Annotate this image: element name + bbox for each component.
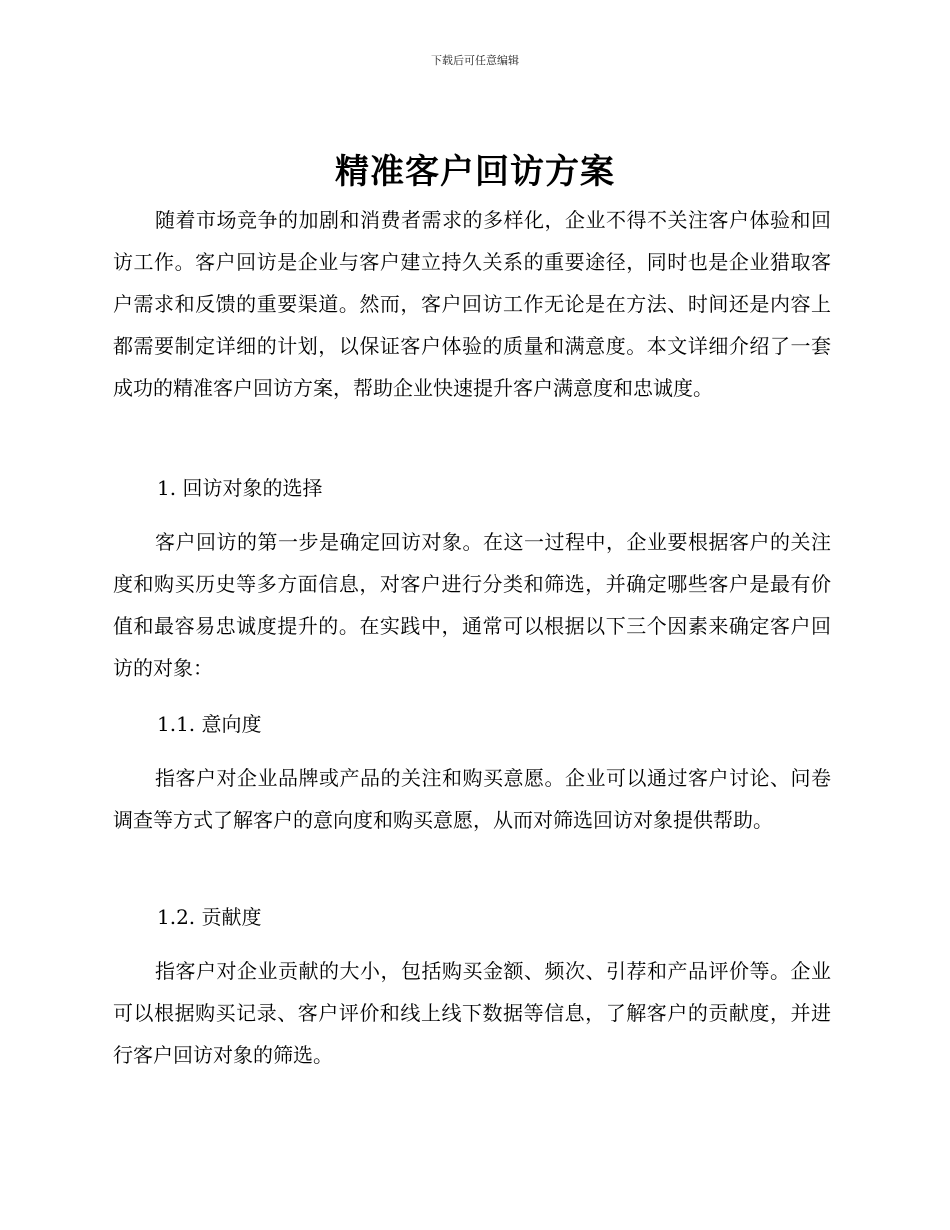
section-heading-1: 1. 回访对象的选择 [157, 476, 323, 500]
section-paragraph-1-2: 指客户对企业贡献的大小，包括购买金额、频次、引荐和产品评价等。企业可以根据购买记录、客户评价和线上线下数据等信息，了解客户的贡献度，并进行客户回访对象的筛选。 [113, 959, 831, 1067]
section-heading-1-2: 1.2. 贡献度 [157, 905, 262, 929]
section-paragraph-1: 客户回访的第一步是确定回访对象。在这一过程中，企业要根据客户的关注度和购买历史等多方面信息，对客户进行分类和筛选，并确定哪些客户是最有价值和最容易忠诚度提升的。在实践中，通常可以根据以下三个因素来确定客户回访的对象： [113, 530, 831, 680]
section-paragraph-1-1: 指客户对企业品牌或产品的关注和购买意愿。企业可以通过客户讨论、问卷调查等方式了解客户的意向度和购买意愿，从而对筛选回访对象提供帮助。 [113, 766, 831, 832]
document-title: 精准客户回访方案 [335, 152, 615, 192]
intro-paragraph: 随着市场竞争的加剧和消费者需求的多样化，企业不得不关注客户体验和回访工作。客户回访是企业与客户建立持久关系的重要途径，同时也是企业猎取客户需求和反馈的重要渠道。然而，客户回访工作无论是在方法、时间还是内容上都需要制定详细的计划，以保证客户体验的质量和满意度。本文详细介绍了一套成功的精准客户回访方案，帮助企业快速提升客户满意度和忠诚度。 [113, 208, 831, 400]
page-header-note: 下载后可任意编辑 [431, 54, 519, 67]
section-heading-1-1: 1.1. 意向度 [157, 712, 262, 736]
